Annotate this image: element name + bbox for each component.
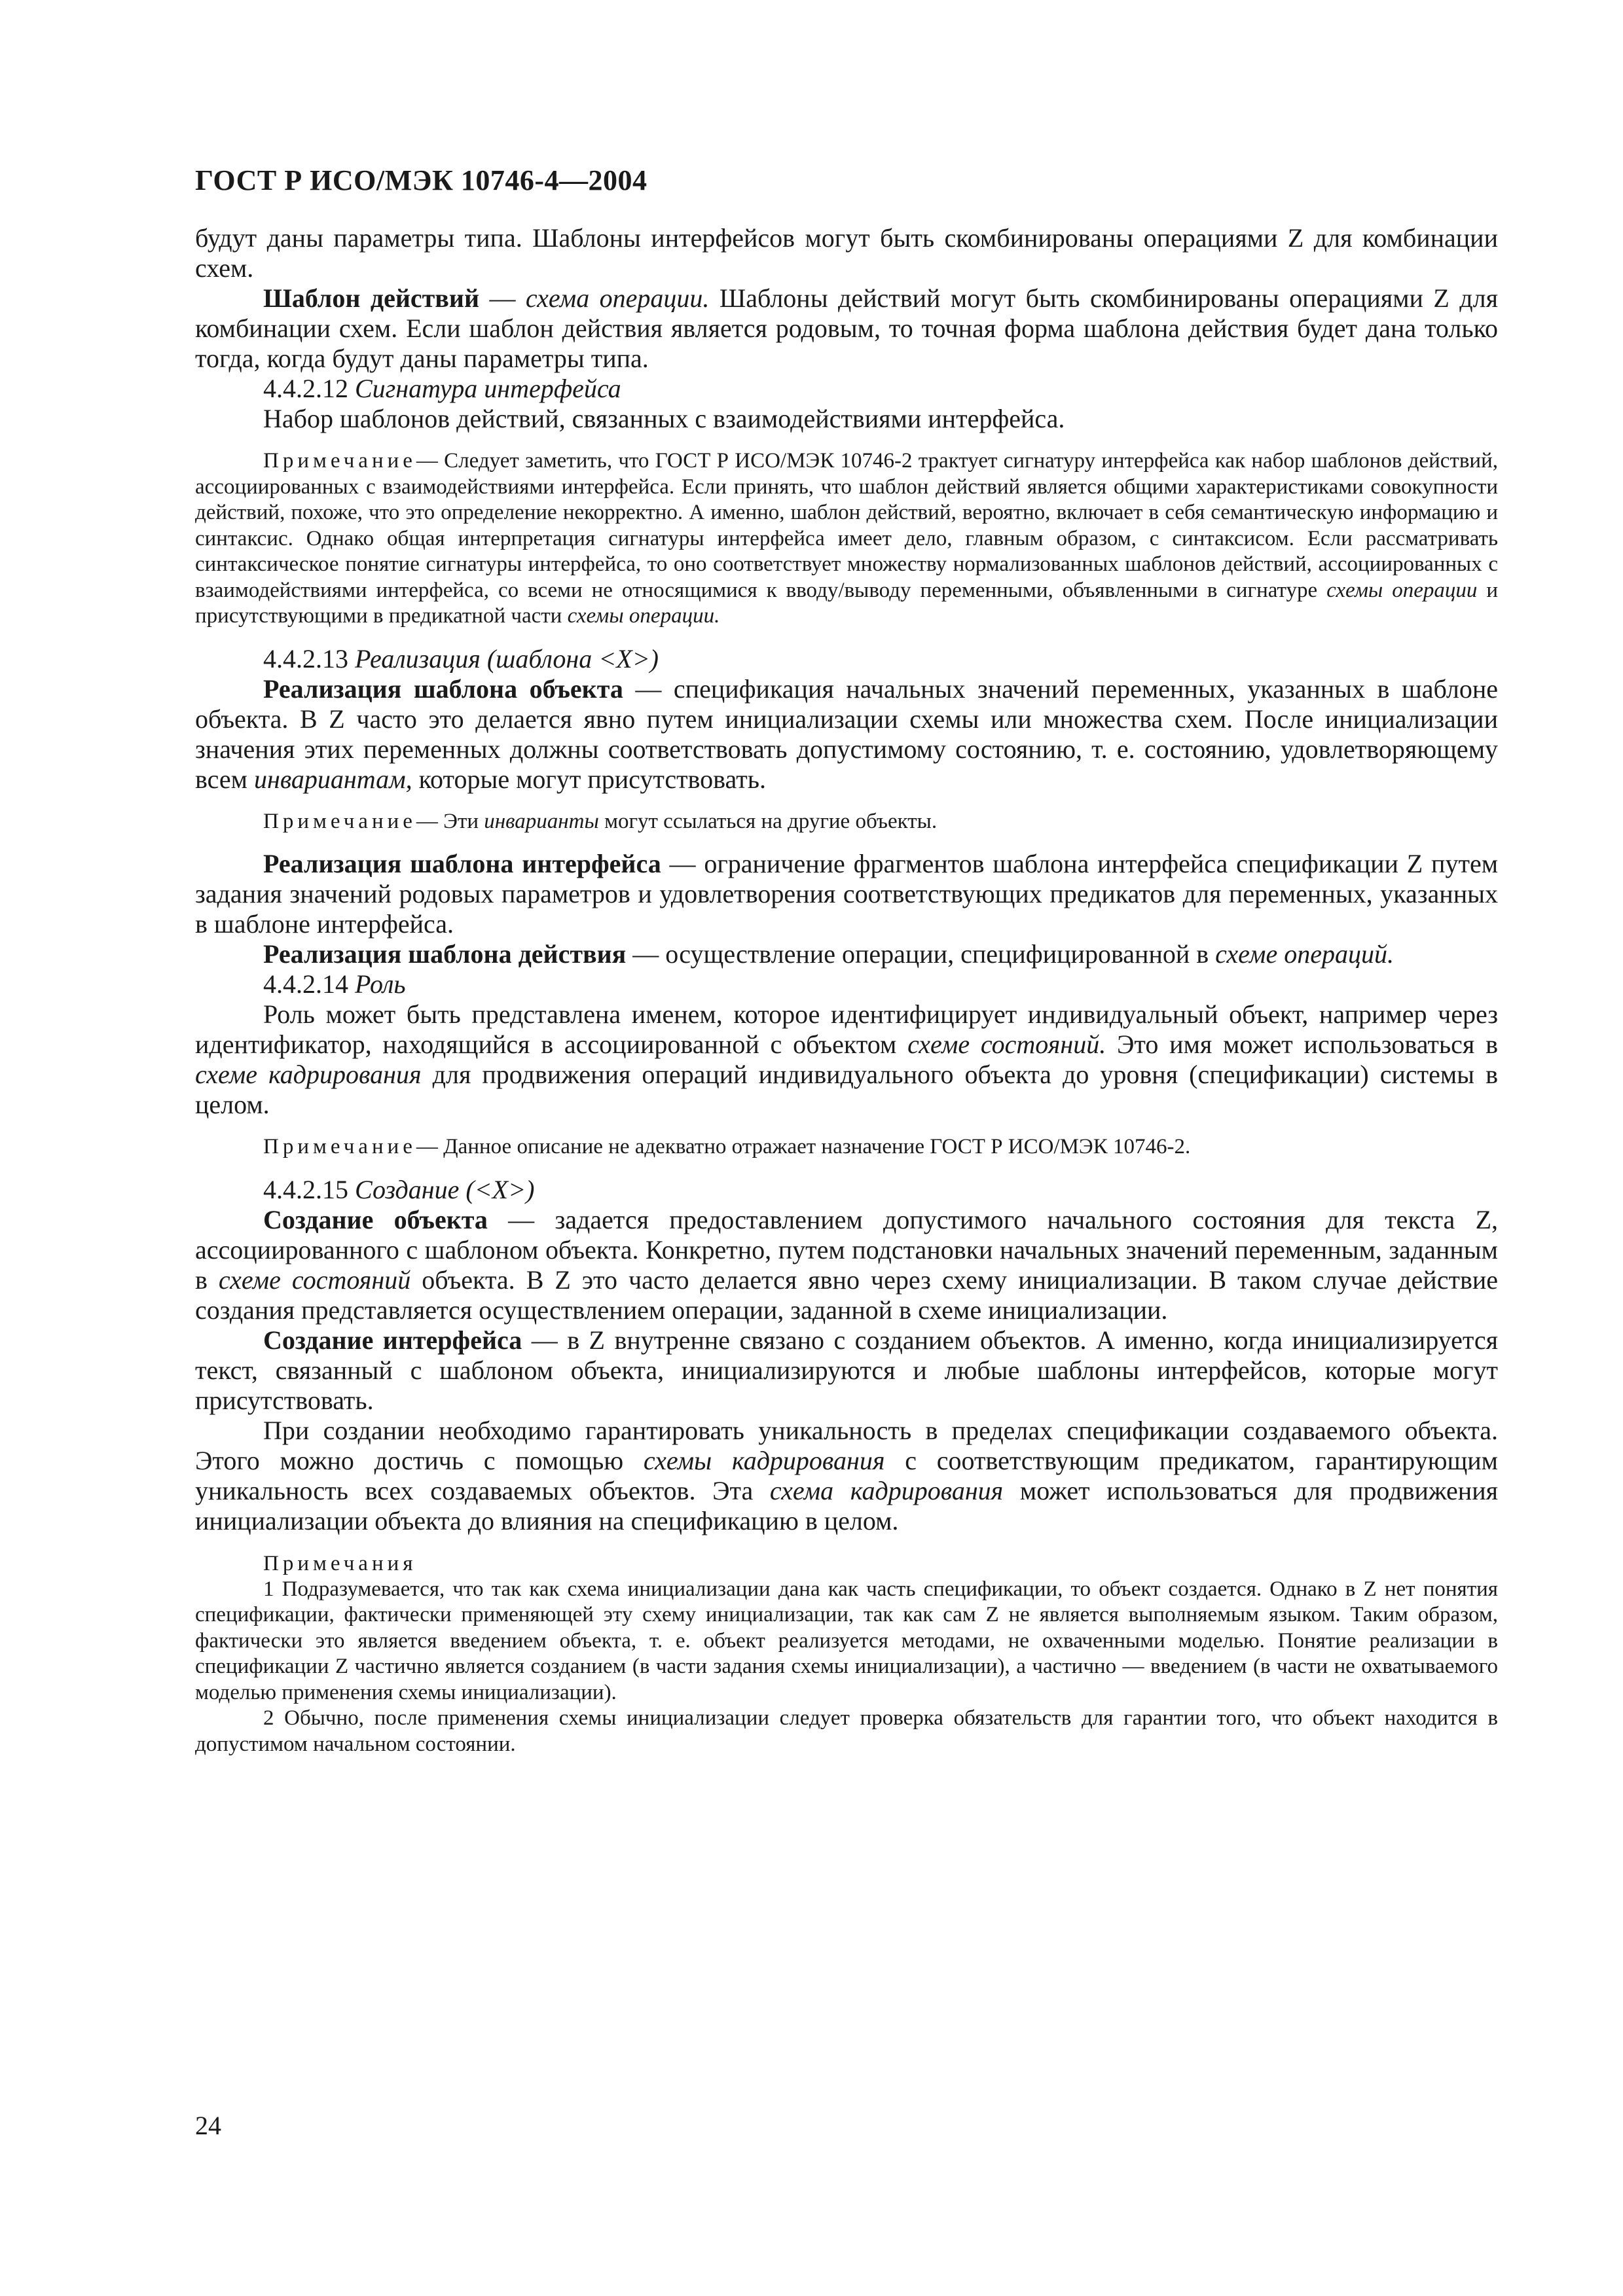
clause-title: Роль <box>355 969 406 999</box>
clause-heading <box>195 969 1498 999</box>
note-text: могут ссылаться на другие объекты. <box>598 809 938 833</box>
clause-number: 4.4.2.13 <box>263 643 348 673</box>
paragraph-text: — задается предоставлением допустимого начального состояния для текста Z, ассоциированного с шаблоном объекта. Конкретно, путем подстановки начальных значений переменным, заданным в <box>195 1204 1498 1295</box>
term-italic: схеме операций. <box>1215 939 1394 969</box>
term-italic: схема операции. <box>525 283 710 313</box>
clause-number: 4.4.2.15 <box>263 1174 348 1204</box>
note-italic: схемы операции. <box>567 604 720 628</box>
paragraph <box>195 223 1498 283</box>
paragraph-text: с соответствующим предикатом, гарантирующим уникальность всех создаваемых объектов. Эта <box>195 1445 1498 1505</box>
note-italic: инварианты <box>484 809 599 833</box>
note-item: 2 Обычно, после применения схемы инициализации следует проверка обязательств для гарантии того, что объект находится в допустимом начальном состоянии. <box>195 1706 1498 1756</box>
paragraph-text: — ограничение фрагментов шаблона интерфейса спецификации Z путем задания значений родовых параметров и удовлетворения соответствующих предикатов для переменных, указанных в шаблоне интерфейса. <box>195 849 1499 939</box>
dash: — <box>479 283 526 313</box>
paragraph <box>195 849 1498 939</box>
note-text: — Данное описание не адекватно отражает назначение ГОСТ Р ИСО/МЭК 10746-2. <box>416 1135 1191 1158</box>
term-italic: схеме состояний <box>218 1265 411 1295</box>
page-number: 24 <box>195 2111 221 2140</box>
note-text: — Следует заметить, что ГОСТ Р ИСО/МЭК 10746-2 трактует сигнатуру интерфейса как набор шаблонов действий, ассоциированных с взаимодействиями интерфейса. Если принять, что шаблон действий является общими характеристиками совокупности действий, похоже, что это определение некорректно. А именно, шаблон действий, вероятно, включает в себя семантическую информацию и синтаксис. Однако общая интерпретация сигнатуры интерфейса имеет дело, главным образом, с синтаксисом. Если рассматривать синтаксическое понятие сигнатуры интерфейса, то оно соответствует множеству нормализованных шаблонов действий, ассоциированных с взаимодействиями интерфейса, со всеми не относящимися к вводу/выводу переменными, объявленными в сигнатуре <box>195 449 1498 602</box>
page-content <box>195 164 1498 1772</box>
paragraph <box>195 1205 1498 1325</box>
paragraph <box>195 283 1498 374</box>
note-italic: схемы операции <box>1326 578 1478 602</box>
notes-heading: Примечания <box>263 1551 417 1575</box>
clause-title: Создание (<X>) <box>355 1174 535 1204</box>
document-header: ГОСТ Р ИСО/МЭК 10746-4—2004 <box>195 164 647 196</box>
note <box>195 1134 1498 1160</box>
note-item: 1 Подразумевается, что так как схема инициализации дана как часть спецификации, то объект создается. Однако в Z нет понятия спецификации, фактически применяющей эту схему инициализации, так как сам Z не является выполняемым языком. Таким образом, фактически это является введением объекта, т. е. объект реализуется методами, не охваченными моделью. Понятие реализации в спецификации Z частично является созданием (в части задания схемы инициализации), а частично — введением (в части не охватываемого моделью применения схемы инициализации). <box>195 1577 1498 1704</box>
notes-block <box>195 1551 1498 1758</box>
clause-heading <box>195 1175 1498 1205</box>
paragraph-text: для продвижения операций индивидуального объекта до уровня (спецификации) системы в целом. <box>195 1060 1498 1119</box>
clause-number: 4.4.2.12 <box>263 374 348 403</box>
paragraph-text: Набор шаблонов действий, связанных с взаимодействиями интерфейса. <box>263 404 1065 433</box>
paragraph-text: — осуществление операции, специфицированной в <box>626 939 1216 969</box>
paragraph-text: объекта. В Z это часто делается явно через схему инициализации. В таком случае действие создания представляется осуществлением операции, заданной в схеме инициализации. <box>195 1265 1498 1325</box>
paragraph-text: Роль может быть представлена именем, которое идентифицирует индивидуальный объект, например через идентификатор, находящийся в ассоциированной с объектом <box>195 999 1498 1059</box>
term-italic: схемы кадрирования <box>643 1445 885 1475</box>
note-text: — Эти <box>416 809 484 833</box>
term: Реализация шаблона интерфейса <box>263 849 661 878</box>
term: Создание объекта <box>263 1204 488 1234</box>
paragraph <box>195 1325 1498 1416</box>
term: Реализация шаблона объекта <box>263 673 623 704</box>
term: Шаблон действий <box>263 283 480 313</box>
paragraph <box>195 939 1498 969</box>
note-text: и присутствующими в предикатной части <box>195 578 1498 628</box>
clause-heading <box>195 374 1498 404</box>
paragraph-text: будут даны параметры типа. Шаблоны интерфейсов могут быть скомбинированы операциями Z для комбинации схем. <box>195 223 1498 283</box>
term-italic: инвариантам, <box>253 764 412 794</box>
note-label: Примечание <box>263 1135 416 1158</box>
note-label: Примечание <box>263 809 416 833</box>
paragraph-text: — в Z внутренне связано с созданием объектов. А именно, когда инициализируется текст, связанный с шаблоном объекта, инициализируются и любые шаблоны интерфейсов, которые могут присутствовать. <box>195 1325 1499 1415</box>
paragraph-text: — спецификация начальных значений переменных, указанных в шаблоне объекта. В Z часто это делается явно путем инициализации схемы или множества схем. После инициализации значения этих переменных должны соответствовать допустимому состоянию, т. е. состоянию, удовлетворяющему всем <box>195 673 1498 794</box>
term-italic: схеме состояний. <box>907 1030 1106 1059</box>
paragraph <box>195 1416 1498 1536</box>
clause-heading <box>195 644 1498 674</box>
note <box>195 809 1498 835</box>
paragraph-text: которые могут присутствовать. <box>412 764 766 794</box>
term-italic: схема кадрирования <box>769 1475 1004 1505</box>
paragraph-text: При создании необходимо гарантировать уникальность в пределах спецификации создаваемого объекта. Этого можно достичь с помощью <box>195 1415 1498 1475</box>
term-italic: схеме кадрирования <box>195 1060 422 1089</box>
clause-title: Сигнатура интерфейса <box>355 374 621 403</box>
term: Реализация шаблона действия <box>263 939 627 969</box>
paragraph <box>195 999 1498 1120</box>
paragraph-text: может использоваться для продвижения инициализации объекта до влияния на спецификацию в целом. <box>195 1475 1498 1535</box>
paragraph <box>195 674 1498 795</box>
paragraph-text: Шаблоны действий могут быть скомбинированы операциями Z для комбинации схем. Если шаблон действия является родовым, то точная форма шаблона действия будет дана только тогда, когда будут даны параметры типа. <box>195 283 1498 373</box>
clause-title: Реализация (шаблона <X>) <box>355 643 659 673</box>
paragraph-text: Это имя может использоваться в <box>1106 1030 1498 1059</box>
term: Создание интерфейса <box>263 1325 522 1355</box>
note <box>195 448 1498 630</box>
note-label: Примечание <box>263 449 416 473</box>
paragraph <box>195 404 1498 434</box>
clause-number: 4.4.2.14 <box>263 969 348 999</box>
